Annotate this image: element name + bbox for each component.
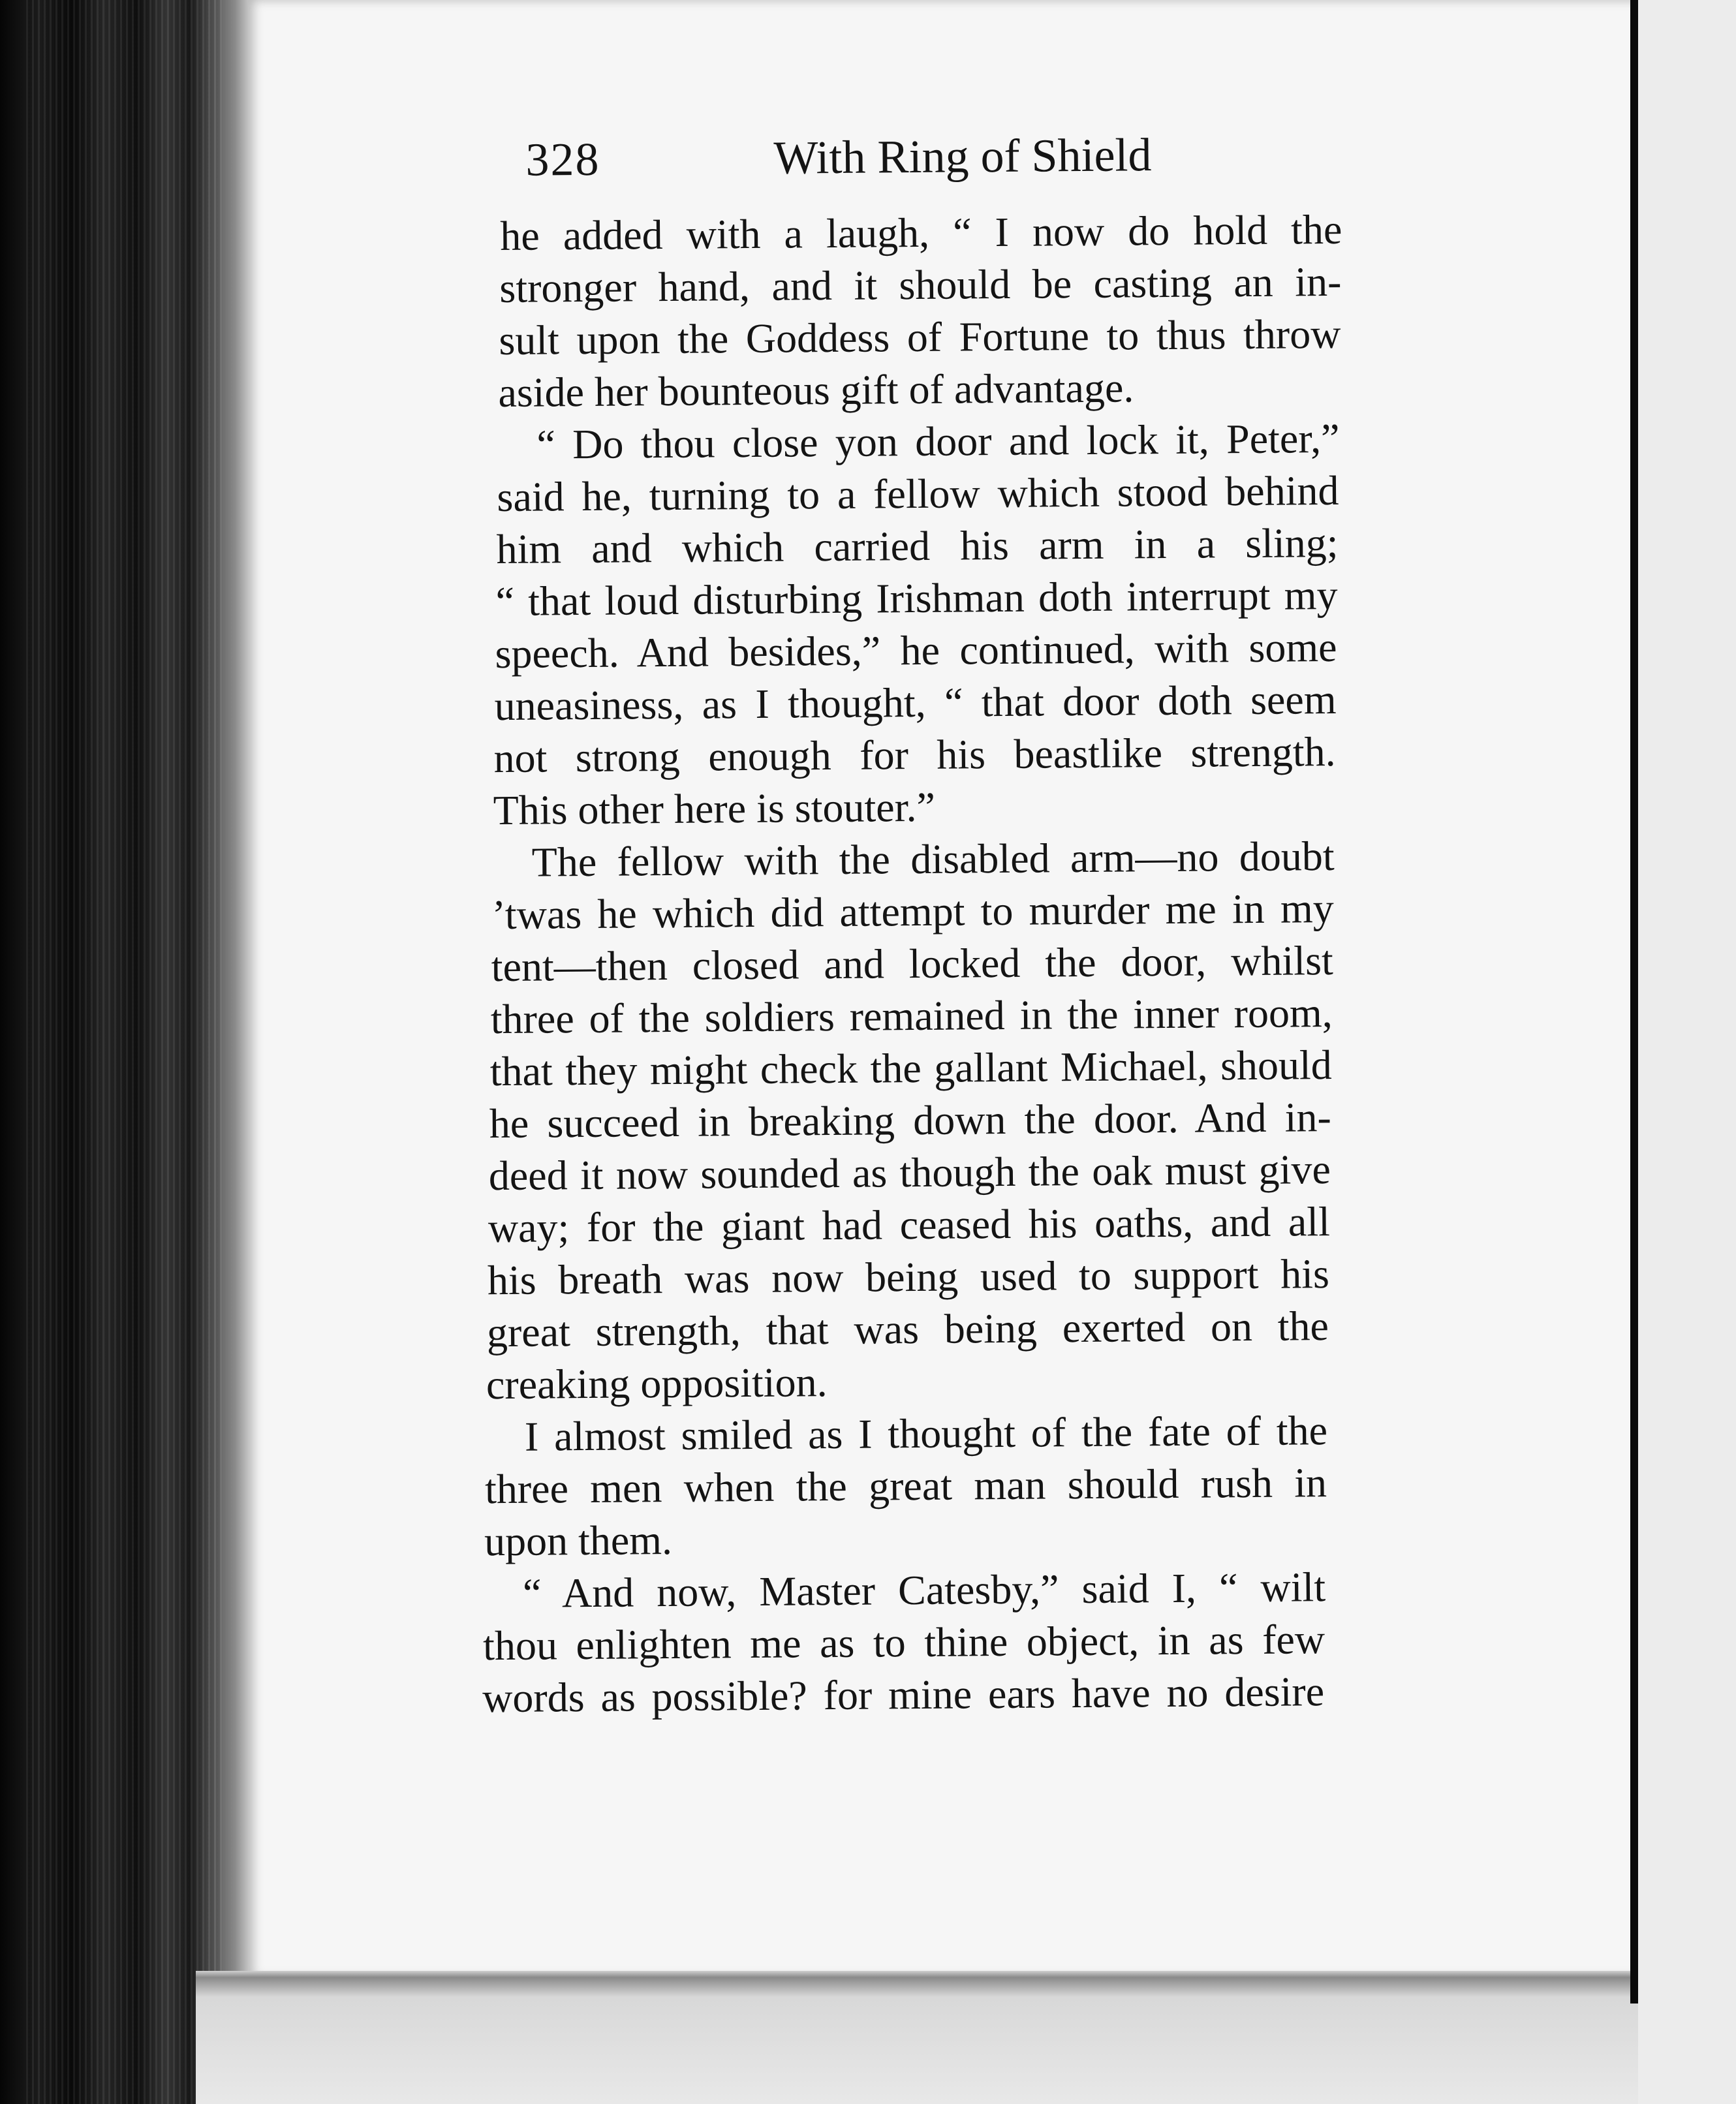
text-line: “ And now, Master Catesby,” said I, “ wilt [522, 1564, 1326, 1617]
text-block [482, 117, 1451, 1724]
text-line: said he, turning to a fellow which stood behind [497, 467, 1339, 521]
text-line: “ Do thou close yon door and lock it, Peter,” [536, 414, 1340, 468]
text-line: way; for the giant had ceased his oaths, and all [488, 1198, 1331, 1252]
text-line: words as possible? for mine ears have no desire [482, 1668, 1325, 1722]
text-line: he added with a laugh, “ I now do hold the [500, 206, 1342, 259]
text-line: not strong enough for his beastlike strength. [493, 728, 1336, 782]
paragraph [484, 1404, 1450, 1568]
text-line: his breath was now being used to support his [487, 1250, 1330, 1304]
paragraph [486, 829, 1449, 1411]
right-page-edge-rule [1630, 0, 1638, 2003]
text-line: speech. And besides,” he continued, with some [495, 623, 1337, 677]
text-line: sult upon the Goddess of Fortune to thus throw [499, 310, 1341, 364]
text-line: upon them. [484, 1516, 673, 1565]
text-line: “ that loud disturbing Irishman doth interrupt my [495, 571, 1338, 625]
running-head [499, 117, 1440, 196]
text-line: This other here is stouter.” [493, 783, 936, 834]
text-line: uneasiness, as I thought, “ that door doth seem [494, 675, 1337, 730]
text-line: he succeed in breaking down the door. And in- [489, 1094, 1332, 1147]
text-line: three men when the great man should rush in [484, 1459, 1327, 1513]
paragraph [500, 203, 1441, 419]
binding-page-edges [26, 0, 222, 2104]
right-margin [1638, 0, 1736, 2104]
text-line: thou enlighten me as to thine object, in as few [482, 1616, 1325, 1669]
text-line: great strength, that was being exerted on the [486, 1303, 1329, 1356]
paragraph [482, 1560, 1451, 1724]
text-line: creaking opposition. [486, 1359, 828, 1408]
text-line: stronger hand, and it should be casting an in- [499, 258, 1342, 312]
text-line: The fellow with the disabled arm—no doubt [531, 832, 1335, 886]
paragraph [493, 412, 1445, 837]
text-line: three of the soldiers remained in the inner room, [490, 989, 1333, 1043]
text-line: ’twas he which did attempt to murder me in my [491, 884, 1334, 938]
text-line: tent—then closed and locked the door, whilst [491, 937, 1333, 991]
page-number: 328 [525, 132, 600, 186]
bottom-page-shadow [196, 1971, 1736, 2104]
body-text [482, 203, 1451, 1724]
text-line: I almost smiled as I thought of the fate of the [524, 1407, 1328, 1460]
text-line: him and which carried his arm in a sling; [496, 519, 1339, 573]
text-line: aside her bounteous gift of advantage. [498, 364, 1134, 416]
text-line: deed it now sounded as though the oak must give [488, 1146, 1331, 1199]
text-line: that they might check the gallant Michael, should [489, 1042, 1333, 1095]
running-title: With Ring of Shield [773, 129, 1152, 184]
